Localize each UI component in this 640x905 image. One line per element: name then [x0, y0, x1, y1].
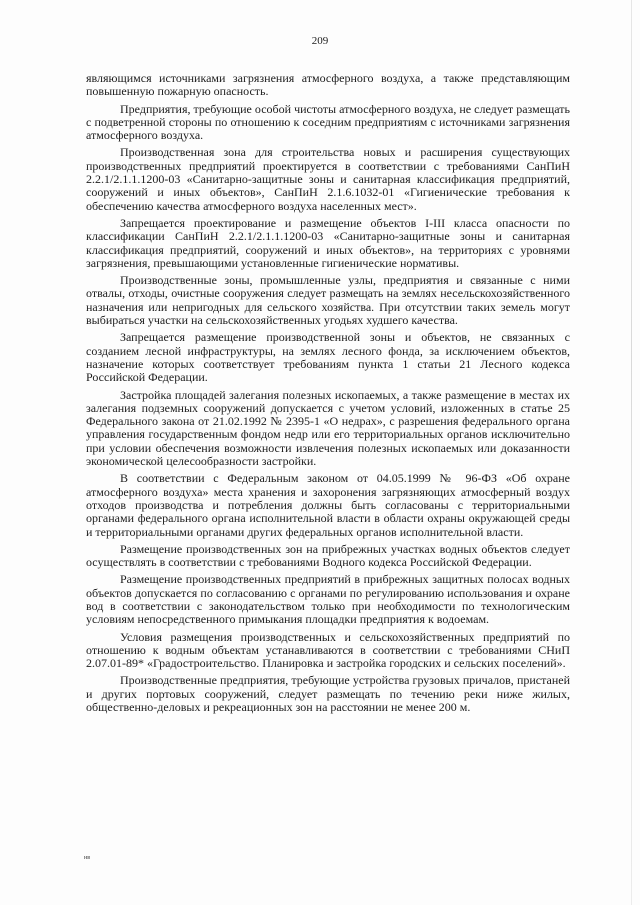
scan-edge [631, 0, 632, 905]
page-number: 209 [311, 35, 329, 47]
paragraph-2: Предприятия, требующие особой чистоты атмосферного воздуха, не следует размещать с подветренной стороны по отношению к соседним предприятиям с источниками загрязнения атмосферного воздуха. [86, 101, 570, 143]
paragraph-8: В соответствии с Федеральным законом от 04.05.1999 № 96-ФЗ «Об охране атмосферного воздуха» места хранения и захоронения загрязняющих атмосферный воздух отходов производства и потребления должны быть согласованы с территориальными органами федерального органа исполнительной власти в области охраны окружающей среды и территориальными органами других федеральных органов исполнительной власти. [86, 471, 570, 539]
page-body [86, 72, 570, 718]
paragraph-3: Производственная зона для строительства новых и расширения существующих производственных предприятий проектируется в соответствии с требованиями СанПиН 2.2.1/2.1.1.1200-03 «Санитарно-защитные зоны и санитарная классификация предприятий, сооружений и иных объектов», СанПиН 2.1.6.1032-01 «Гигиенические требования к обеспечению качества атмосферного воздуха населенных мест». [86, 145, 570, 213]
paragraph-1: являющимся источниками загрязнения атмосферного воздуха, а также представляющим повышенную пожарную опасность. [86, 71, 570, 99]
paragraph-10: Размещение производственных предприятий в прибрежных защитных полосах водных объектов допускается по согласованию с органами по регулированию использования и охране вод в соответствии с законодательством только при необходимости по технологическим условиям непосредственного примыкания площадки предприятия к водоемам. [86, 572, 570, 627]
paragraph-6: Запрещается размещение производственной зоны и объектов, не связанных с созданием лесной инфраструктуры, на землях лесного фонда, за исключением объектов, назначение которых соответствует требованиям пункта 1 статьи 21 Лесного кодекса Российской Федерации. [86, 330, 570, 385]
paragraph-12: Производственные предприятия, требующие устройства грузовых причалов, пристаней и других портовых сооружений, следует размещать по течению реки ниже жилых, общественно-деловых и рекреационных зон на расстоянии не менее 200 м. [86, 673, 570, 715]
paragraph-11: Условия размещения производственных и сельскохозяйственных предприятий по отношению к водным объектам устанавливаются в соответствии с требованиями СНиП 2.07.01-89* «Градостроительство. Планировка и застройка городских и сельских поселений». [86, 629, 570, 671]
paragraph-4: Запрещается проектирование и размещение объектов I-III класса опасности по классификации СанПиН 2.2.1/2.1.1.1200-03 «Санитарно-защитные зоны и санитарная классификация предприятий, сооружений и иных объектов», на территориях с уровнями загрязнения, превышающими установленные гигиенические нормативы. [86, 215, 570, 270]
paragraph-5: Производственные зоны, промышленные узлы, предприятия и связанные с ними отвалы, отходы, очистные сооружения следует размещать на землях несельскохозяйственного назначения или непригодных для сельского хозяйства. При отсутствии таких земель могут выбираться участки на сельскохозяйственных угодьях худшего качества. [86, 273, 570, 328]
paragraph-9: Размещение производственных зон на прибрежных участках водных объектов следует осуществлять в соответствии с требованиями Водного кодекса Российской Федерации. [86, 541, 570, 570]
paragraph-7: Застройка площадей залегания полезных ископаемых, а также размещение в местах их залегания подземных сооружений допускается с учетом условий, изложенных в статье 25 Федерального закона от 21.02.1992 № 2395-1 «О недрах», с разрешения федерального органа управления государственным фондом недр или его территориальных органов исключительно при условии обеспечения возможности извлечения полезных ископаемых или доказанности экономической целесообразности застройки. [86, 387, 570, 469]
footer-mark: нв [84, 855, 91, 861]
